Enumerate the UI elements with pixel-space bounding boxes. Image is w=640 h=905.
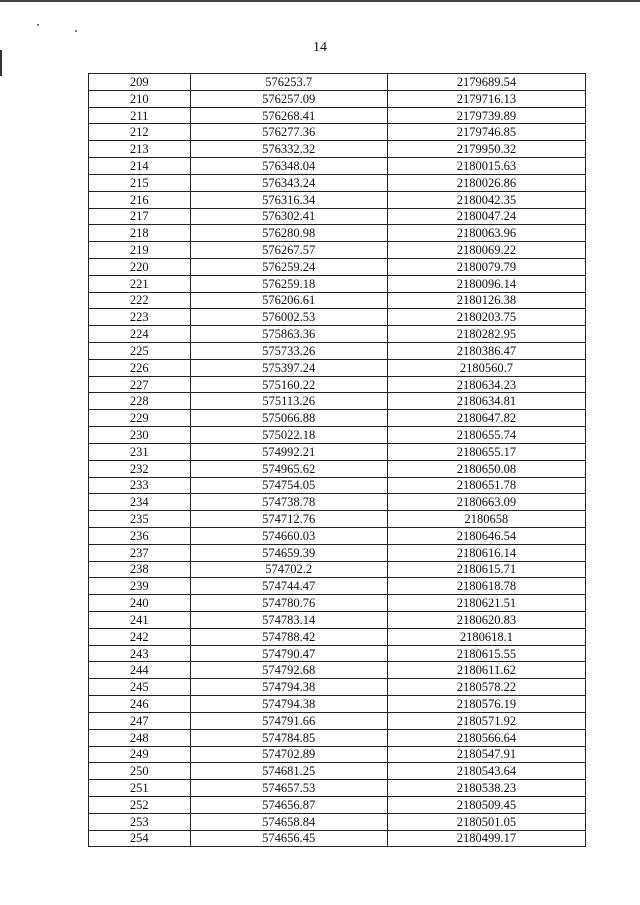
y-coordinate-cell: 2180126.38 <box>387 292 585 309</box>
y-coordinate-cell: 2180042.35 <box>387 191 585 208</box>
table-row <box>89 191 586 208</box>
table-row <box>89 174 586 191</box>
y-coordinate-cell: 2180646.54 <box>387 527 585 544</box>
x-coordinate-cell: 576316.34 <box>190 191 387 208</box>
x-coordinate-cell: 574660.03 <box>190 527 387 544</box>
y-coordinate-cell: 2180658 <box>387 511 585 528</box>
y-coordinate-cell: 2180615.55 <box>387 645 585 662</box>
x-coordinate-cell: 575066.88 <box>190 410 387 427</box>
table-row <box>89 477 586 494</box>
point-number-cell: 249 <box>89 746 191 763</box>
y-coordinate-cell: 2180282.95 <box>387 326 585 343</box>
table-row <box>89 628 586 645</box>
x-coordinate-cell: 574791.66 <box>190 712 387 729</box>
y-coordinate-cell: 2180509.45 <box>387 796 585 813</box>
x-coordinate-cell: 574754.05 <box>190 477 387 494</box>
point-number-cell: 229 <box>89 410 191 427</box>
table-row <box>89 90 586 107</box>
point-number-cell: 225 <box>89 343 191 360</box>
point-number-cell: 213 <box>89 141 191 158</box>
point-number-cell: 243 <box>89 645 191 662</box>
y-coordinate-cell: 2180063.96 <box>387 225 585 242</box>
point-number-cell: 236 <box>89 527 191 544</box>
y-coordinate-cell: 2180663.09 <box>387 494 585 511</box>
x-coordinate-cell: 575733.26 <box>190 343 387 360</box>
y-coordinate-cell: 2180015.63 <box>387 158 585 175</box>
point-number-cell: 254 <box>89 830 191 847</box>
point-number-cell: 231 <box>89 443 191 460</box>
y-coordinate-cell: 2179716.13 <box>387 90 585 107</box>
y-coordinate-cell: 2179746.85 <box>387 124 585 141</box>
x-coordinate-cell: 575022.18 <box>190 427 387 444</box>
point-number-cell: 252 <box>89 796 191 813</box>
x-coordinate-cell: 574784.85 <box>190 729 387 746</box>
y-coordinate-cell: 2180634.81 <box>387 393 585 410</box>
x-coordinate-cell: 576206.61 <box>190 292 387 309</box>
table-row <box>89 544 586 561</box>
point-number-cell: 222 <box>89 292 191 309</box>
x-coordinate-cell: 574658.84 <box>190 813 387 830</box>
point-number-cell: 215 <box>89 174 191 191</box>
x-coordinate-cell: 574794.38 <box>190 696 387 713</box>
point-number-cell: 248 <box>89 729 191 746</box>
coordinates-table <box>88 73 586 847</box>
point-number-cell: 227 <box>89 376 191 393</box>
point-number-cell: 218 <box>89 225 191 242</box>
y-coordinate-cell: 2180203.75 <box>387 309 585 326</box>
y-coordinate-cell: 2180501.05 <box>387 813 585 830</box>
table-row <box>89 410 586 427</box>
table-row <box>89 813 586 830</box>
point-number-cell: 232 <box>89 460 191 477</box>
x-coordinate-cell: 574659.39 <box>190 544 387 561</box>
table-row <box>89 343 586 360</box>
x-coordinate-cell: 574702.2 <box>190 561 387 578</box>
x-coordinate-cell: 574744.47 <box>190 578 387 595</box>
table-row <box>89 595 586 612</box>
table-row <box>89 376 586 393</box>
table-row <box>89 712 586 729</box>
y-coordinate-cell: 2180079.79 <box>387 258 585 275</box>
y-coordinate-cell: 2180386.47 <box>387 343 585 360</box>
point-number-cell: 216 <box>89 191 191 208</box>
y-coordinate-cell: 2180026.86 <box>387 174 585 191</box>
y-coordinate-cell: 2179739.89 <box>387 107 585 124</box>
x-coordinate-cell: 576302.41 <box>190 208 387 225</box>
table-row <box>89 662 586 679</box>
x-coordinate-cell: 576332.32 <box>190 141 387 158</box>
table-row <box>89 309 586 326</box>
y-coordinate-cell: 2180578.22 <box>387 679 585 696</box>
x-coordinate-cell: 576277.36 <box>190 124 387 141</box>
y-coordinate-cell: 2180618.1 <box>387 628 585 645</box>
x-coordinate-cell: 574992.21 <box>190 443 387 460</box>
y-coordinate-cell: 2180621.51 <box>387 595 585 612</box>
y-coordinate-cell: 2180566.64 <box>387 729 585 746</box>
point-number-cell: 238 <box>89 561 191 578</box>
point-number-cell: 246 <box>89 696 191 713</box>
x-coordinate-cell: 574794.38 <box>190 679 387 696</box>
table-row <box>89 158 586 175</box>
point-number-cell: 209 <box>89 74 191 91</box>
point-number-cell: 247 <box>89 712 191 729</box>
y-coordinate-cell: 2180499.17 <box>387 830 585 847</box>
table-row <box>89 830 586 847</box>
scan-speck <box>37 24 39 26</box>
x-coordinate-cell: 574681.25 <box>190 763 387 780</box>
point-number-cell: 242 <box>89 628 191 645</box>
table-row <box>89 359 586 376</box>
table-row <box>89 141 586 158</box>
page-number: 14 <box>313 40 327 55</box>
point-number-cell: 235 <box>89 511 191 528</box>
table-row <box>89 561 586 578</box>
x-coordinate-cell: 576002.53 <box>190 309 387 326</box>
point-number-cell: 239 <box>89 578 191 595</box>
table-row <box>89 796 586 813</box>
table-row <box>89 208 586 225</box>
table-row <box>89 242 586 259</box>
point-number-cell: 240 <box>89 595 191 612</box>
scan-top-border <box>0 0 640 2</box>
x-coordinate-cell: 574656.87 <box>190 796 387 813</box>
x-coordinate-cell: 574965.62 <box>190 460 387 477</box>
x-coordinate-cell: 575113.26 <box>190 393 387 410</box>
point-number-cell: 250 <box>89 763 191 780</box>
table-row <box>89 443 586 460</box>
table-row <box>89 696 586 713</box>
y-coordinate-cell: 2180615.71 <box>387 561 585 578</box>
y-coordinate-cell: 2180560.7 <box>387 359 585 376</box>
table-row <box>89 679 586 696</box>
table-row <box>89 393 586 410</box>
point-number-cell: 210 <box>89 90 191 107</box>
x-coordinate-cell: 576348.04 <box>190 158 387 175</box>
y-coordinate-cell: 2180047.24 <box>387 208 585 225</box>
table-row <box>89 527 586 544</box>
y-coordinate-cell: 2180538.23 <box>387 780 585 797</box>
y-coordinate-cell: 2180620.83 <box>387 612 585 629</box>
y-coordinate-cell: 2180616.14 <box>387 544 585 561</box>
table-row <box>89 612 586 629</box>
point-number-cell: 223 <box>89 309 191 326</box>
point-number-cell: 244 <box>89 662 191 679</box>
x-coordinate-cell: 574712.76 <box>190 511 387 528</box>
x-coordinate-cell: 574790.47 <box>190 645 387 662</box>
coordinates-table-body <box>89 74 586 847</box>
point-number-cell: 251 <box>89 780 191 797</box>
x-coordinate-cell: 576257.09 <box>190 90 387 107</box>
y-coordinate-cell: 2180069.22 <box>387 242 585 259</box>
x-coordinate-cell: 574783.14 <box>190 612 387 629</box>
y-coordinate-cell: 2180571.92 <box>387 712 585 729</box>
table-row <box>89 225 586 242</box>
table-row <box>89 258 586 275</box>
x-coordinate-cell: 575863.36 <box>190 326 387 343</box>
x-coordinate-cell: 574792.68 <box>190 662 387 679</box>
x-coordinate-cell: 576253.7 <box>190 74 387 91</box>
table-row <box>89 74 586 91</box>
table-row <box>89 746 586 763</box>
point-number-cell: 230 <box>89 427 191 444</box>
table-row <box>89 427 586 444</box>
x-coordinate-cell: 576280.98 <box>190 225 387 242</box>
point-number-cell: 241 <box>89 612 191 629</box>
x-coordinate-cell: 576259.18 <box>190 275 387 292</box>
x-coordinate-cell: 574702.89 <box>190 746 387 763</box>
table-row <box>89 292 586 309</box>
x-coordinate-cell: 575397.24 <box>190 359 387 376</box>
y-coordinate-cell: 2180647.82 <box>387 410 585 427</box>
point-number-cell: 214 <box>89 158 191 175</box>
y-coordinate-cell: 2180543.64 <box>387 763 585 780</box>
y-coordinate-cell: 2180651.78 <box>387 477 585 494</box>
table-row <box>89 511 586 528</box>
point-number-cell: 228 <box>89 393 191 410</box>
table-row <box>89 494 586 511</box>
table-row <box>89 124 586 141</box>
point-number-cell: 233 <box>89 477 191 494</box>
y-coordinate-cell: 2180634.23 <box>387 376 585 393</box>
y-coordinate-cell: 2180576.19 <box>387 696 585 713</box>
x-coordinate-cell: 574780.76 <box>190 595 387 612</box>
point-number-cell: 234 <box>89 494 191 511</box>
x-coordinate-cell: 576268.41 <box>190 107 387 124</box>
table-row <box>89 729 586 746</box>
table-row <box>89 326 586 343</box>
x-coordinate-cell: 576259.24 <box>190 258 387 275</box>
point-number-cell: 245 <box>89 679 191 696</box>
scan-speck <box>75 30 77 32</box>
point-number-cell: 226 <box>89 359 191 376</box>
table-row <box>89 578 586 595</box>
y-coordinate-cell: 2180096.14 <box>387 275 585 292</box>
point-number-cell: 253 <box>89 813 191 830</box>
y-coordinate-cell: 2179689.54 <box>387 74 585 91</box>
point-number-cell: 237 <box>89 544 191 561</box>
y-coordinate-cell: 2180611.62 <box>387 662 585 679</box>
y-coordinate-cell: 2180618.78 <box>387 578 585 595</box>
y-coordinate-cell: 2180650.08 <box>387 460 585 477</box>
table-row <box>89 275 586 292</box>
x-coordinate-cell: 574657.53 <box>190 780 387 797</box>
point-number-cell: 224 <box>89 326 191 343</box>
table-row <box>89 763 586 780</box>
table-row <box>89 107 586 124</box>
x-coordinate-cell: 574656.45 <box>190 830 387 847</box>
x-coordinate-cell: 576343.24 <box>190 174 387 191</box>
point-number-cell: 221 <box>89 275 191 292</box>
x-coordinate-cell: 576267.57 <box>190 242 387 259</box>
point-number-cell: 212 <box>89 124 191 141</box>
table-row <box>89 645 586 662</box>
y-coordinate-cell: 2180547.91 <box>387 746 585 763</box>
point-number-cell: 217 <box>89 208 191 225</box>
y-coordinate-cell: 2180655.17 <box>387 443 585 460</box>
x-coordinate-cell: 574738.78 <box>190 494 387 511</box>
table-row <box>89 780 586 797</box>
x-coordinate-cell: 575160.22 <box>190 376 387 393</box>
y-coordinate-cell: 2179950.32 <box>387 141 585 158</box>
x-coordinate-cell: 574788.42 <box>190 628 387 645</box>
y-coordinate-cell: 2180655.74 <box>387 427 585 444</box>
table-row <box>89 460 586 477</box>
point-number-cell: 219 <box>89 242 191 259</box>
point-number-cell: 220 <box>89 258 191 275</box>
point-number-cell: 211 <box>89 107 191 124</box>
